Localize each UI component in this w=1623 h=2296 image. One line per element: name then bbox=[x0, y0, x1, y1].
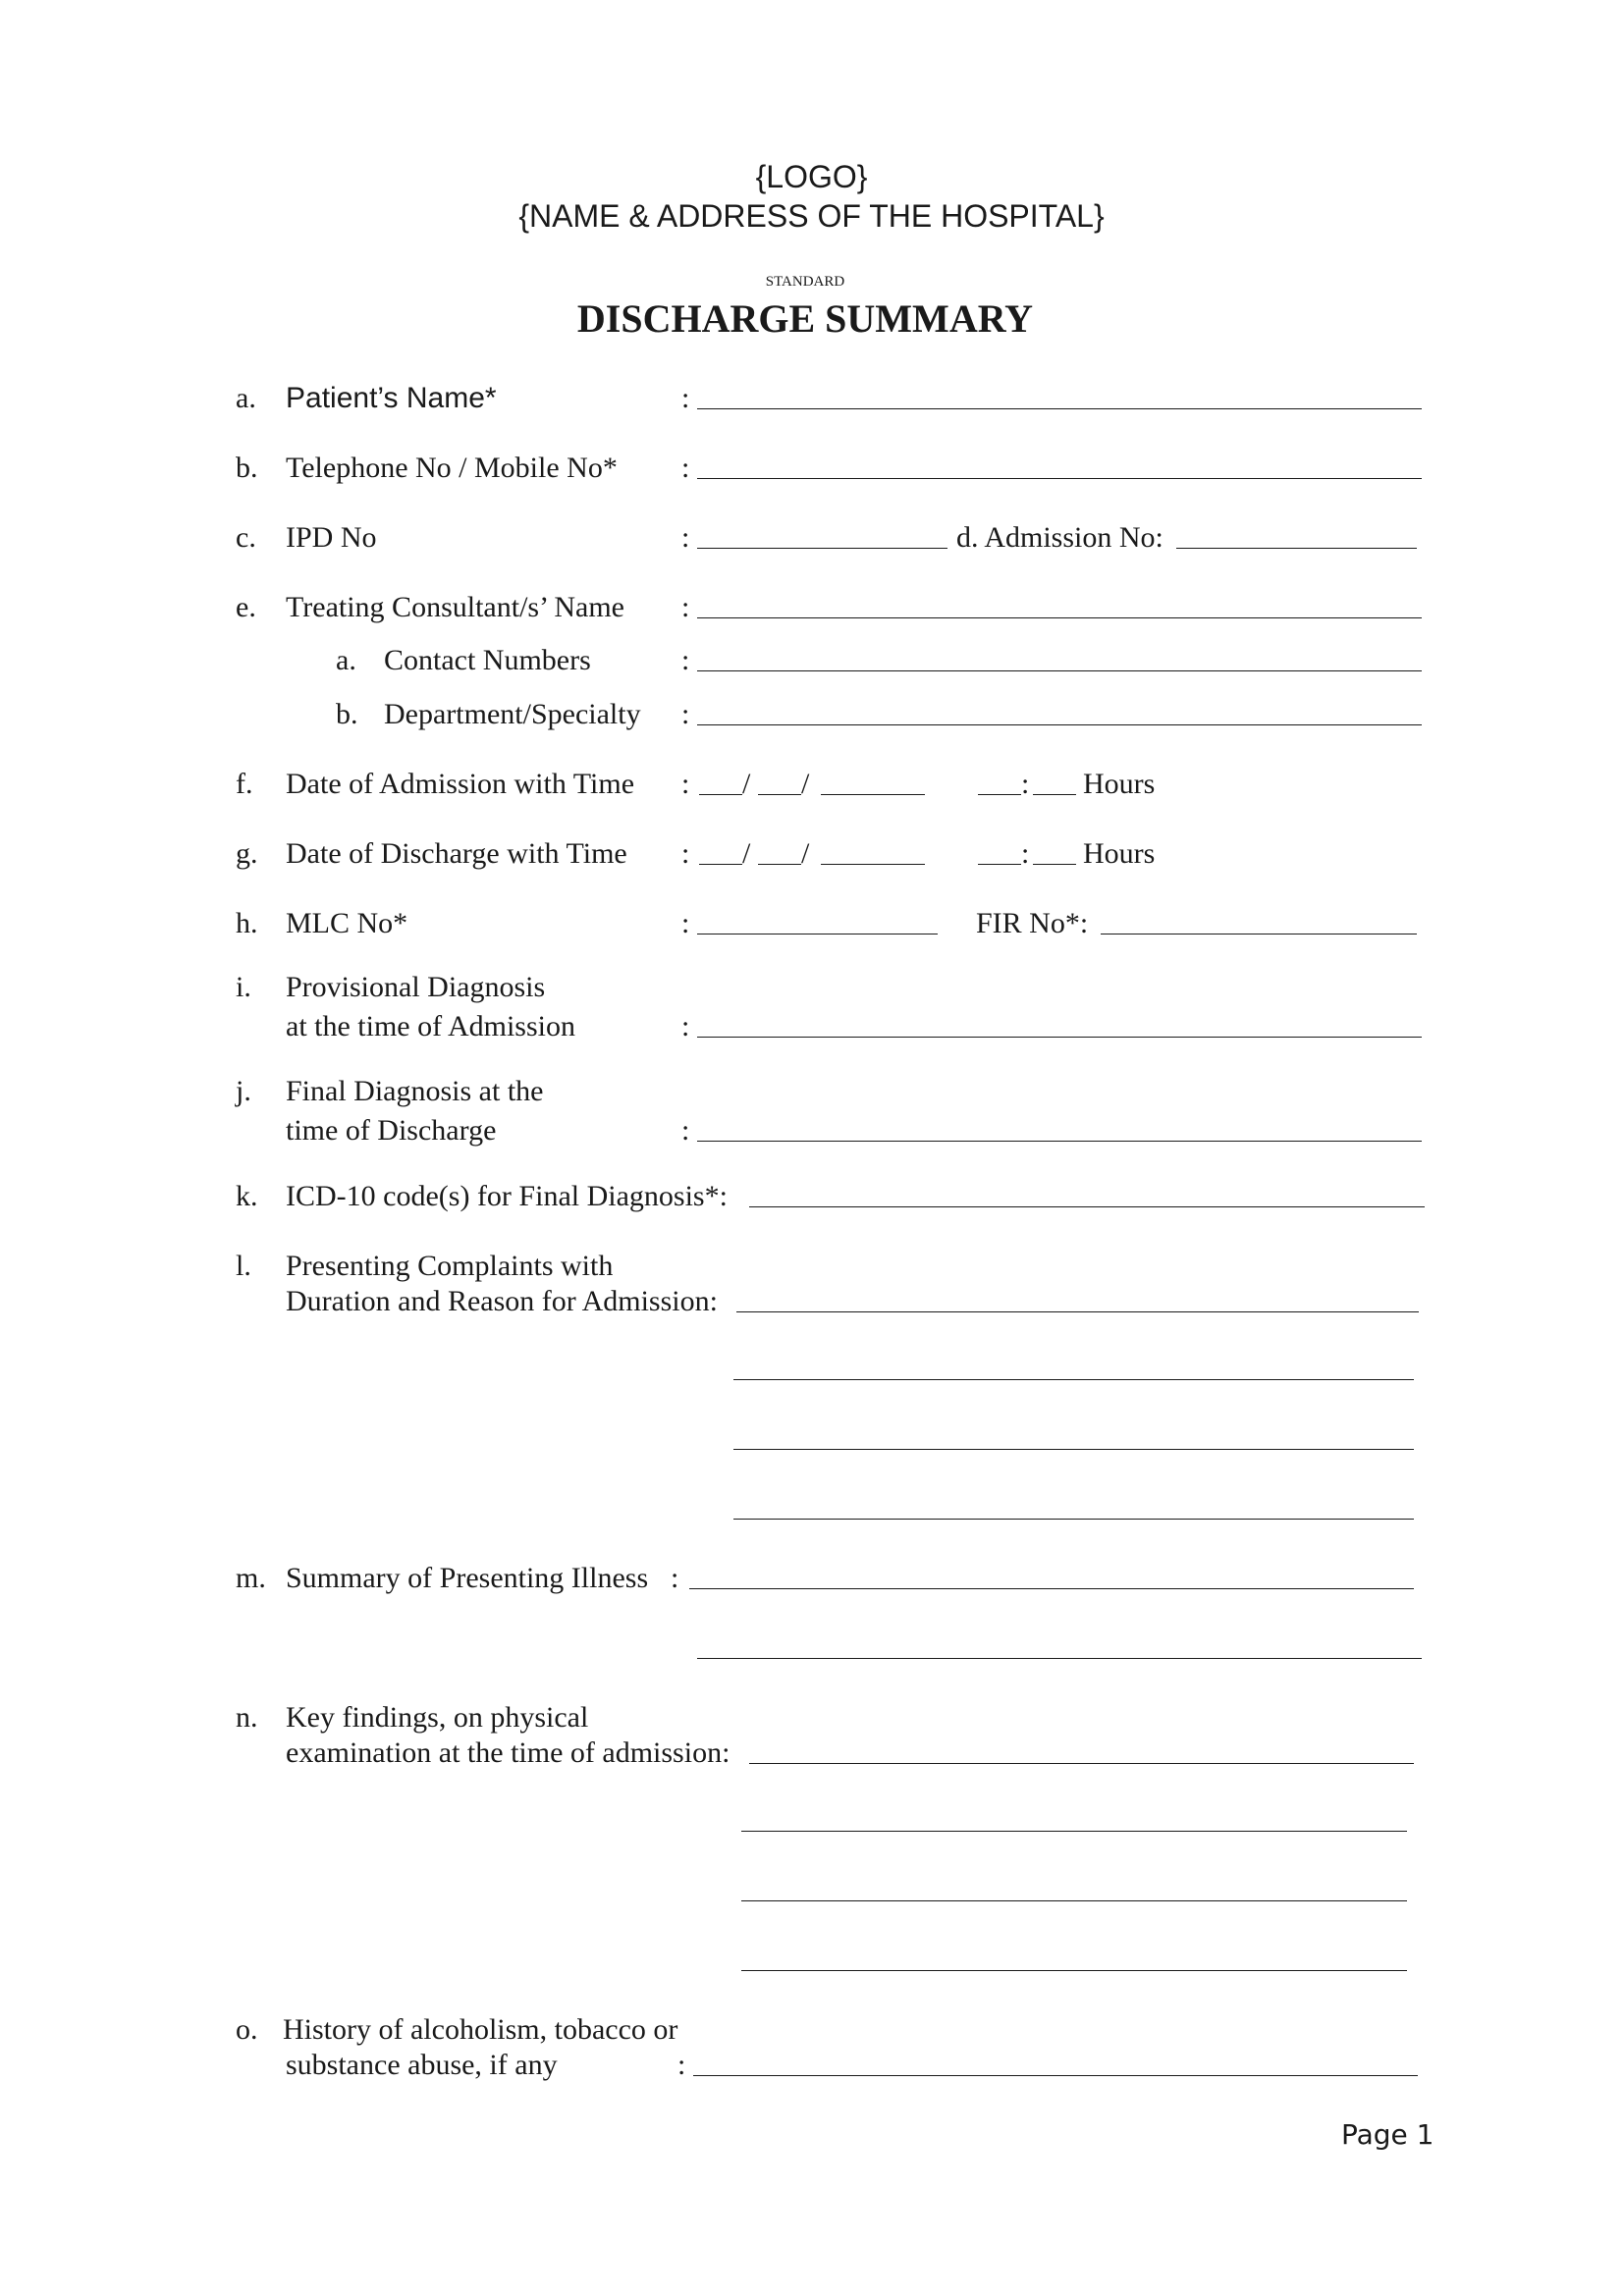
colon: : bbox=[681, 837, 690, 870]
hours-label: Hours bbox=[1083, 768, 1156, 800]
item-marker: l. bbox=[236, 1250, 251, 1282]
colon: : bbox=[681, 452, 690, 484]
colon: : bbox=[681, 521, 690, 554]
logo-placeholder: {LOGO} bbox=[755, 159, 868, 194]
presenting-complaints-field-4[interactable] bbox=[733, 1519, 1414, 1520]
date-slash: / bbox=[742, 768, 751, 800]
key-findings-field-2[interactable] bbox=[741, 1831, 1407, 1832]
contact-numbers-field[interactable] bbox=[697, 670, 1422, 671]
colon: : bbox=[681, 698, 690, 730]
icd10-field[interactable] bbox=[749, 1206, 1425, 1207]
date-slash: / bbox=[801, 768, 810, 800]
department-label: Department/Specialty bbox=[384, 698, 641, 730]
contact-numbers-label: Contact Numbers bbox=[384, 644, 591, 676]
admission-minute-field[interactable] bbox=[1033, 794, 1076, 795]
fir-no-label: FIR No*: bbox=[976, 907, 1089, 939]
patient-name-label: Patient’s Name* bbox=[286, 382, 497, 414]
item-marker: e. bbox=[236, 591, 256, 623]
patient-name-field[interactable] bbox=[697, 408, 1422, 409]
document-title: DISCHARGE SUMMARY bbox=[576, 296, 1034, 341]
consultant-name-field[interactable] bbox=[697, 617, 1422, 618]
hospital-name-address: {NAME & ADDRESS OF THE HOSPITAL} bbox=[518, 198, 1105, 234]
item-marker: k. bbox=[236, 1180, 258, 1212]
ipd-no-field[interactable] bbox=[697, 548, 947, 549]
item-marker: f. bbox=[236, 768, 253, 800]
admission-no-label: d. Admission No: bbox=[956, 521, 1163, 554]
consultant-name-label: Treating Consultant/s’ Name bbox=[286, 591, 624, 623]
item-marker: b. bbox=[236, 452, 258, 484]
key-findings-field-3[interactable] bbox=[741, 1900, 1407, 1901]
presenting-complaints-field-1[interactable] bbox=[736, 1311, 1419, 1312]
final-diagnosis-label: Final Diagnosis at the bbox=[286, 1075, 544, 1107]
admission-month-field[interactable] bbox=[758, 794, 801, 795]
telephone-field[interactable] bbox=[697, 478, 1422, 479]
item-marker: n. bbox=[236, 1701, 258, 1734]
substance-abuse-label-2: substance abuse, if any bbox=[286, 2049, 558, 2081]
time-colon: : bbox=[1021, 768, 1030, 800]
discharge-year-field[interactable] bbox=[821, 864, 925, 865]
presenting-illness-label: Summary of Presenting Illness bbox=[286, 1562, 649, 1594]
colon: : bbox=[681, 907, 690, 939]
provisional-diagnosis-label: Provisional Diagnosis bbox=[286, 971, 546, 1003]
presenting-complaints-label: Presenting Complaints with bbox=[286, 1250, 614, 1282]
substance-abuse-field[interactable] bbox=[693, 2075, 1418, 2076]
discharge-month-field[interactable] bbox=[758, 864, 801, 865]
presenting-complaints-label-2: Duration and Reason for Admission: bbox=[286, 1285, 718, 1317]
item-marker: a. bbox=[236, 382, 256, 414]
item-marker: c. bbox=[236, 521, 256, 554]
colon: : bbox=[677, 2049, 686, 2081]
presenting-complaints-field-2[interactable] bbox=[733, 1379, 1414, 1380]
colon: : bbox=[681, 644, 690, 676]
colon: : bbox=[671, 1562, 679, 1594]
key-findings-label: Key findings, on physical bbox=[286, 1701, 589, 1734]
item-marker: o. bbox=[236, 2013, 258, 2046]
item-marker: m. bbox=[236, 1562, 266, 1594]
sub-item-marker: a. bbox=[336, 644, 356, 676]
colon: : bbox=[681, 382, 690, 414]
discharge-hour-field[interactable] bbox=[978, 864, 1021, 865]
date-slash: / bbox=[801, 837, 810, 870]
substance-abuse-label: History of alcoholism, tobacco or bbox=[283, 2013, 678, 2046]
page-number: Page 1 bbox=[1341, 2118, 1434, 2151]
item-marker: h. bbox=[236, 907, 258, 939]
provisional-diagnosis-field[interactable] bbox=[697, 1037, 1422, 1038]
colon: : bbox=[681, 1114, 690, 1147]
final-diagnosis-field[interactable] bbox=[697, 1141, 1422, 1142]
discharge-day-field[interactable] bbox=[699, 864, 742, 865]
admission-no-field[interactable] bbox=[1176, 548, 1417, 549]
key-findings-field-1[interactable] bbox=[749, 1763, 1414, 1764]
presenting-illness-field-1[interactable] bbox=[689, 1588, 1414, 1589]
admission-date-label: Date of Admission with Time bbox=[286, 768, 635, 800]
hours-label: Hours bbox=[1083, 837, 1156, 870]
final-diagnosis-label-2: time of Discharge bbox=[286, 1114, 497, 1147]
item-marker: g. bbox=[236, 837, 258, 870]
department-field[interactable] bbox=[697, 724, 1422, 725]
ipd-no-label: IPD No bbox=[286, 521, 377, 554]
key-findings-label-2: examination at the time of admission: bbox=[286, 1736, 730, 1769]
colon: : bbox=[681, 1010, 690, 1042]
colon: : bbox=[681, 591, 690, 623]
sub-item-marker: b. bbox=[336, 698, 358, 730]
presenting-illness-field-2[interactable] bbox=[697, 1658, 1422, 1659]
telephone-label: Telephone No / Mobile No* bbox=[286, 452, 618, 484]
admission-day-field[interactable] bbox=[699, 794, 742, 795]
time-colon: : bbox=[1021, 837, 1030, 870]
provisional-diagnosis-label-2: at the time of Admission bbox=[286, 1010, 575, 1042]
colon: : bbox=[681, 768, 690, 800]
admission-year-field[interactable] bbox=[821, 794, 925, 795]
admission-hour-field[interactable] bbox=[978, 794, 1021, 795]
mlc-no-label: MLC No* bbox=[286, 907, 408, 939]
icd10-label: ICD-10 code(s) for Final Diagnosis*: bbox=[286, 1180, 728, 1212]
key-findings-field-4[interactable] bbox=[741, 1970, 1407, 1971]
discharge-date-label: Date of Discharge with Time bbox=[286, 837, 627, 870]
date-slash: / bbox=[742, 837, 751, 870]
item-marker: j. bbox=[236, 1075, 251, 1107]
discharge-minute-field[interactable] bbox=[1033, 864, 1076, 865]
presenting-complaints-field-3[interactable] bbox=[733, 1449, 1414, 1450]
item-marker: i. bbox=[236, 971, 251, 1003]
standard-label: STANDARD bbox=[765, 274, 845, 290]
